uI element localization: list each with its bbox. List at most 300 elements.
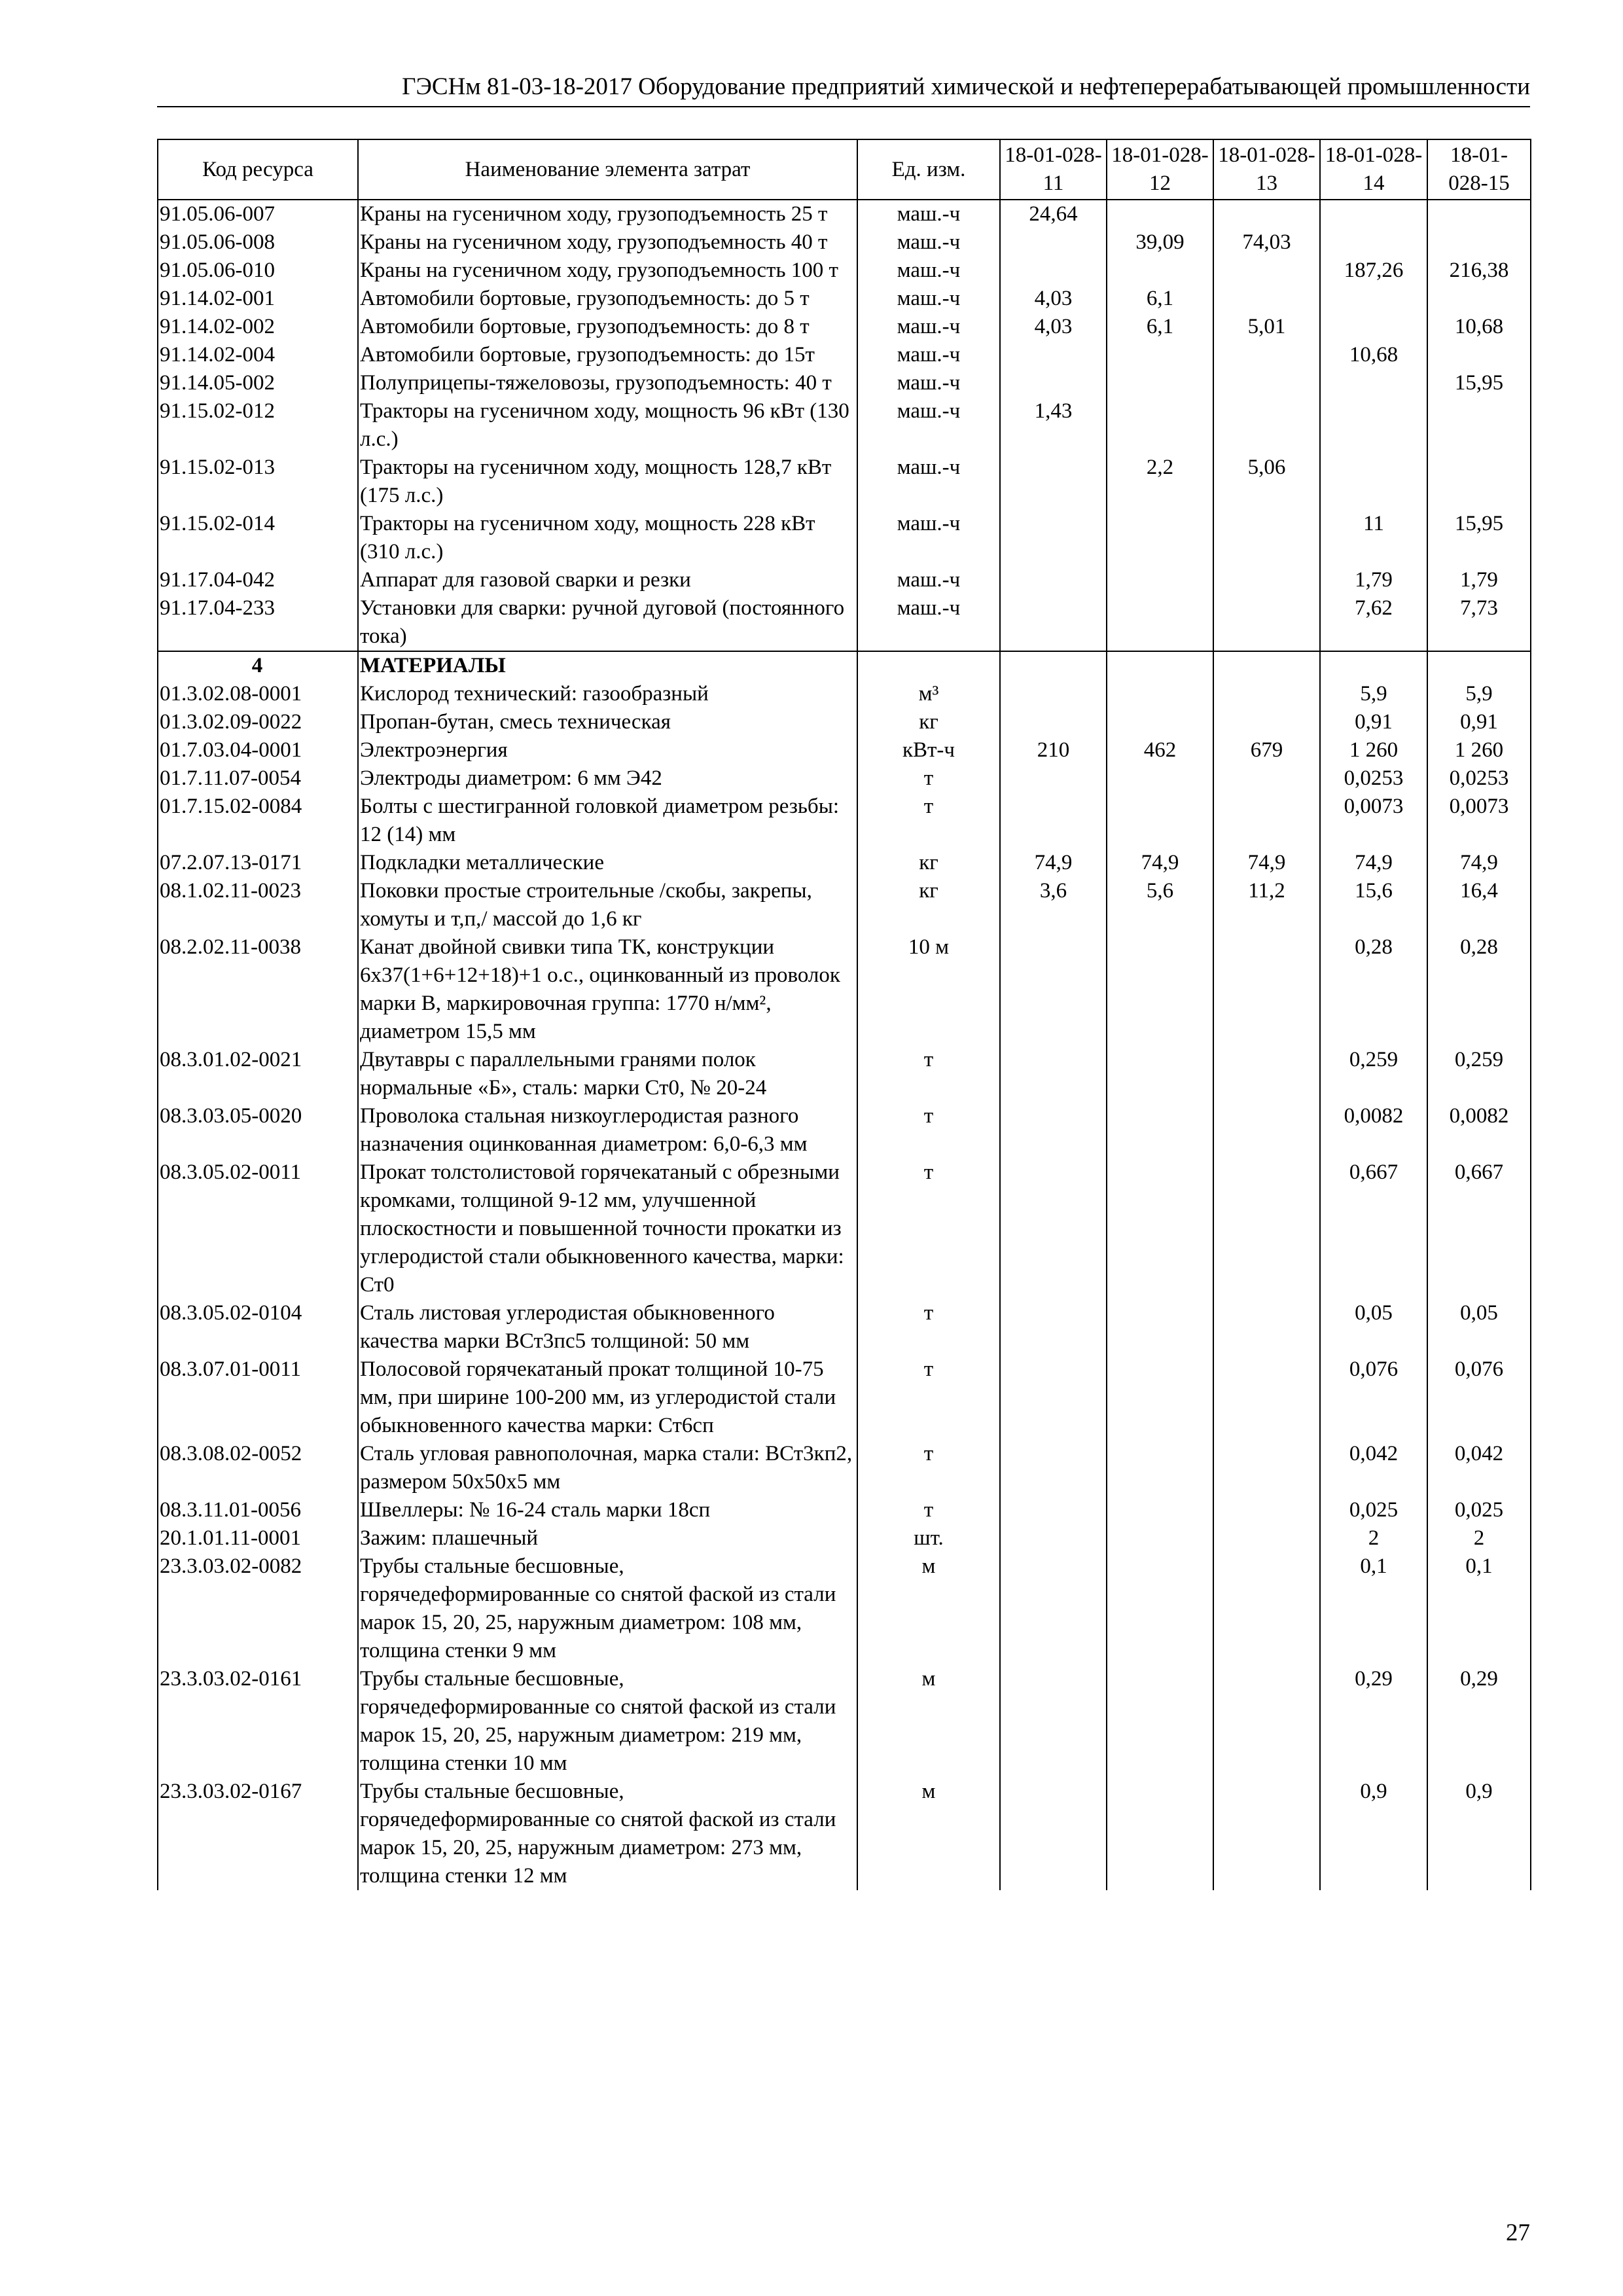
resource-code-cell: 08.3.11.01-0056	[158, 1496, 358, 1524]
unit-cell: маш.-ч	[857, 454, 1000, 510]
value-cell-18-01-028-15: 0,9	[1427, 1778, 1531, 1890]
unit-cell: т	[857, 764, 1000, 793]
table-row	[158, 257, 1531, 285]
resource-code-cell: 23.3.03.02-0161	[158, 1665, 358, 1778]
value-cell-18-01-028-14	[1320, 397, 1427, 454]
table-row	[158, 1524, 1531, 1552]
unit-cell: кг	[857, 849, 1000, 877]
table-row	[158, 1665, 1531, 1778]
value-cell-18-01-028-12	[1107, 1158, 1213, 1299]
column-header-18-01-028-15: 18-01-028-15	[1427, 139, 1531, 200]
value-cell-18-01-028-14	[1320, 285, 1427, 313]
value-cell-18-01-028-13	[1213, 341, 1320, 369]
value-cell-18-01-028-15: 2	[1427, 1524, 1531, 1552]
unit-cell: т	[857, 1046, 1000, 1102]
value-cell-18-01-028-15: 7,73	[1427, 594, 1531, 651]
resource-code-cell: 91.15.02-012	[158, 397, 358, 454]
value-cell-18-01-028-11: 4,03	[1000, 313, 1107, 341]
unit-cell: м³	[857, 680, 1000, 708]
value-cell-18-01-028-15: 0,0253	[1427, 764, 1531, 793]
value-cell-18-01-028-15: 16,4	[1427, 877, 1531, 933]
value-cell-18-01-028-15	[1427, 228, 1531, 257]
value-cell-18-01-028-12	[1107, 369, 1213, 397]
resource-code-cell: 23.3.03.02-0082	[158, 1552, 358, 1665]
value-cell-18-01-028-14: 74,9	[1320, 849, 1427, 877]
resource-code-cell: 91.15.02-013	[158, 454, 358, 510]
cost-element-name-cell: Краны на гусеничном ходу, грузоподъемность 25 т	[358, 200, 857, 228]
unit-cell: т	[857, 1440, 1000, 1496]
value-cell-18-01-028-12	[1107, 1440, 1213, 1496]
cost-element-name-cell: Трубы стальные бесшовные, горячедеформированные со снятой фаской из стали марок 15, 20, 25, наружным диаметром: 273 мм, толщина стенки 12 мм	[358, 1778, 857, 1890]
column-header-18-01-028-13: 18-01-028-13	[1213, 139, 1320, 200]
value-cell-18-01-028-11	[1000, 933, 1107, 1046]
value-cell-18-01-028-11: 3,6	[1000, 877, 1107, 933]
value-cell-18-01-028-13	[1213, 1552, 1320, 1665]
value-cell-18-01-028-12	[1107, 257, 1213, 285]
value-cell-18-01-028-15: 15,95	[1427, 369, 1531, 397]
value-cell-18-01-028-11	[1000, 566, 1107, 594]
resource-code-cell: 01.7.03.04-0001	[158, 736, 358, 764]
cost-element-name-cell: Подкладки металлические	[358, 849, 857, 877]
value-cell-18-01-028-11	[1000, 454, 1107, 510]
table-row	[158, 1299, 1531, 1355]
page-number: 27	[1506, 2219, 1530, 2246]
resource-code-cell: 91.05.06-008	[158, 228, 358, 257]
resource-code-cell: 91.17.04-042	[158, 566, 358, 594]
table-row	[158, 1102, 1531, 1158]
resource-code-cell: 91.14.02-001	[158, 285, 358, 313]
resource-code-cell: 91.15.02-014	[158, 510, 358, 566]
value-cell-18-01-028-15	[1427, 651, 1531, 680]
value-cell-18-01-028-15: 0,29	[1427, 1665, 1531, 1778]
value-cell-18-01-028-14: 0,667	[1320, 1158, 1427, 1299]
table-header-row	[158, 139, 1531, 200]
table-row	[158, 341, 1531, 369]
table-row	[158, 793, 1531, 849]
value-cell-18-01-028-12	[1107, 793, 1213, 849]
table-row	[158, 594, 1531, 651]
value-cell-18-01-028-11	[1000, 369, 1107, 397]
section-row	[158, 651, 1531, 680]
value-cell-18-01-028-13: 5,01	[1213, 313, 1320, 341]
value-cell-18-01-028-12	[1107, 1102, 1213, 1158]
cost-element-name-cell: Трубы стальные бесшовные, горячедеформированные со снятой фаской из стали марок 15, 20, 25, наружным диаметром: 108 мм, толщина стенки 9 мм	[358, 1552, 857, 1665]
value-cell-18-01-028-14: 11	[1320, 510, 1427, 566]
value-cell-18-01-028-14: 7,62	[1320, 594, 1427, 651]
cost-element-name-cell: Проволока стальная низкоуглеродистая разного назначения оцинкованная диаметром: 6,0-6,3 мм	[358, 1102, 857, 1158]
value-cell-18-01-028-14	[1320, 200, 1427, 228]
value-cell-18-01-028-15: 216,38	[1427, 257, 1531, 285]
value-cell-18-01-028-11	[1000, 1552, 1107, 1665]
resource-code-cell: 01.7.11.07-0054	[158, 764, 358, 793]
unit-cell	[857, 651, 1000, 680]
value-cell-18-01-028-14: 0,0253	[1320, 764, 1427, 793]
value-cell-18-01-028-15	[1427, 341, 1531, 369]
resource-code-cell: 08.3.08.02-0052	[158, 1440, 358, 1496]
value-cell-18-01-028-14: 0,0073	[1320, 793, 1427, 849]
column-header-18-01-028-14: 18-01-028-14	[1320, 139, 1427, 200]
value-cell-18-01-028-15: 0,28	[1427, 933, 1531, 1046]
cost-element-name-cell: Тракторы на гусеничном ходу, мощность 228 кВт (310 л.с.)	[358, 510, 857, 566]
unit-cell: кВт-ч	[857, 736, 1000, 764]
cost-element-name-cell: Поковки простые строительные /скобы, закрепы, хомуты и т,п,/ массой до 1,6 кг	[358, 877, 857, 933]
value-cell-18-01-028-13	[1213, 285, 1320, 313]
value-cell-18-01-028-11: 74,9	[1000, 849, 1107, 877]
value-cell-18-01-028-14: 0,025	[1320, 1496, 1427, 1524]
table-row	[158, 933, 1531, 1046]
value-cell-18-01-028-12	[1107, 1778, 1213, 1890]
value-cell-18-01-028-12: 74,9	[1107, 849, 1213, 877]
value-cell-18-01-028-12	[1107, 680, 1213, 708]
value-cell-18-01-028-15: 0,259	[1427, 1046, 1531, 1102]
table-row	[158, 1552, 1531, 1665]
cost-element-name-cell: Канат двойной свивки типа ТК, конструкции 6х37(1+6+12+18)+1 о.с., оцинкованный из проволок марки В, маркировочная группа: 1770 н/мм², диаметром 15,5 мм	[358, 933, 857, 1046]
cost-element-name-cell: Кислород технический: газообразный	[358, 680, 857, 708]
table-row	[158, 736, 1531, 764]
value-cell-18-01-028-12	[1107, 1496, 1213, 1524]
resource-code-cell: 08.3.01.02-0021	[158, 1046, 358, 1102]
resource-code-cell: 91.17.04-233	[158, 594, 358, 651]
value-cell-18-01-028-11: 1,43	[1000, 397, 1107, 454]
value-cell-18-01-028-11: 24,64	[1000, 200, 1107, 228]
unit-cell: маш.-ч	[857, 257, 1000, 285]
value-cell-18-01-028-12	[1107, 1524, 1213, 1552]
table-row	[158, 313, 1531, 341]
value-cell-18-01-028-13	[1213, 257, 1320, 285]
value-cell-18-01-028-12	[1107, 651, 1213, 680]
resource-code-cell: 07.2.07.13-0171	[158, 849, 358, 877]
resource-code-cell: 23.3.03.02-0167	[158, 1778, 358, 1890]
value-cell-18-01-028-14: 10,68	[1320, 341, 1427, 369]
value-cell-18-01-028-15: 0,667	[1427, 1158, 1531, 1299]
value-cell-18-01-028-12	[1107, 341, 1213, 369]
column-header-code: Код ресурса	[158, 139, 358, 200]
value-cell-18-01-028-11	[1000, 651, 1107, 680]
unit-cell: кг	[857, 877, 1000, 933]
unit-cell: т	[857, 793, 1000, 849]
resource-code-cell: 08.2.02.11-0038	[158, 933, 358, 1046]
column-header-18-01-028-11: 18-01-028-11	[1000, 139, 1107, 200]
unit-cell: маш.-ч	[857, 313, 1000, 341]
unit-cell: маш.-ч	[857, 566, 1000, 594]
value-cell-18-01-028-12	[1107, 1299, 1213, 1355]
value-cell-18-01-028-13	[1213, 1665, 1320, 1778]
unit-cell: т	[857, 1496, 1000, 1524]
resource-code-cell: 08.3.05.02-0104	[158, 1299, 358, 1355]
unit-cell: маш.-ч	[857, 341, 1000, 369]
resource-code-cell: 08.1.02.11-0023	[158, 877, 358, 933]
value-cell-18-01-028-11	[1000, 1299, 1107, 1355]
resource-code-cell: 01.3.02.09-0022	[158, 708, 358, 736]
value-cell-18-01-028-14: 1 260	[1320, 736, 1427, 764]
value-cell-18-01-028-14: 187,26	[1320, 257, 1427, 285]
value-cell-18-01-028-13	[1213, 1299, 1320, 1355]
value-cell-18-01-028-12: 6,1	[1107, 285, 1213, 313]
value-cell-18-01-028-14: 15,6	[1320, 877, 1427, 933]
value-cell-18-01-028-13	[1213, 651, 1320, 680]
value-cell-18-01-028-12	[1107, 933, 1213, 1046]
value-cell-18-01-028-15: 0,1	[1427, 1552, 1531, 1665]
table-row	[158, 877, 1531, 933]
value-cell-18-01-028-14: 1,79	[1320, 566, 1427, 594]
value-cell-18-01-028-14	[1320, 651, 1427, 680]
value-cell-18-01-028-11	[1000, 228, 1107, 257]
table-row	[158, 764, 1531, 793]
value-cell-18-01-028-13: 679	[1213, 736, 1320, 764]
column-header-18-01-028-12: 18-01-028-12	[1107, 139, 1213, 200]
value-cell-18-01-028-13: 11,2	[1213, 877, 1320, 933]
value-cell-18-01-028-15: 15,95	[1427, 510, 1531, 566]
table-row	[158, 566, 1531, 594]
table-row	[158, 1440, 1531, 1496]
value-cell-18-01-028-11	[1000, 1158, 1107, 1299]
table-row	[158, 1158, 1531, 1299]
value-cell-18-01-028-14: 0,1	[1320, 1552, 1427, 1665]
resource-code-cell: 08.3.07.01-0011	[158, 1355, 358, 1440]
cost-element-name-cell: Автомобили бортовые, грузоподъемность: до 8 т	[358, 313, 857, 341]
table-row	[158, 1046, 1531, 1102]
table-row	[158, 200, 1531, 228]
value-cell-18-01-028-12	[1107, 1355, 1213, 1440]
value-cell-18-01-028-13	[1213, 933, 1320, 1046]
value-cell-18-01-028-13	[1213, 708, 1320, 736]
value-cell-18-01-028-14: 2	[1320, 1524, 1427, 1552]
value-cell-18-01-028-12: 462	[1107, 736, 1213, 764]
unit-cell: шт.	[857, 1524, 1000, 1552]
table-row	[158, 454, 1531, 510]
value-cell-18-01-028-14: 0,076	[1320, 1355, 1427, 1440]
value-cell-18-01-028-14: 0,05	[1320, 1299, 1427, 1355]
value-cell-18-01-028-13	[1213, 200, 1320, 228]
cost-element-name-cell: Полуприцепы-тяжеловозы, грузоподъемность: 40 т	[358, 369, 857, 397]
value-cell-18-01-028-12: 39,09	[1107, 228, 1213, 257]
value-cell-18-01-028-15	[1427, 397, 1531, 454]
value-cell-18-01-028-12: 5,6	[1107, 877, 1213, 933]
cost-element-name-cell: Тракторы на гусеничном ходу, мощность 96 кВт (130 л.с.)	[358, 397, 857, 454]
unit-cell: кг	[857, 708, 1000, 736]
value-cell-18-01-028-11	[1000, 594, 1107, 651]
value-cell-18-01-028-11	[1000, 341, 1107, 369]
value-cell-18-01-028-13	[1213, 1046, 1320, 1102]
table-row	[158, 285, 1531, 313]
resource-code-cell: 91.05.06-007	[158, 200, 358, 228]
unit-cell: маш.-ч	[857, 369, 1000, 397]
unit-cell: т	[857, 1299, 1000, 1355]
value-cell-18-01-028-15: 5,9	[1427, 680, 1531, 708]
value-cell-18-01-028-13: 74,03	[1213, 228, 1320, 257]
cost-element-name-cell: Прокат толстолистовой горячекатаный с обрезными кромками, толщиной 9-12 мм, улучшенной плоскостности и повышенной точности прокатки из углеродистой стали обыкновенного качества, марки: Ст0	[358, 1158, 857, 1299]
value-cell-18-01-028-14	[1320, 313, 1427, 341]
unit-cell: маш.-ч	[857, 228, 1000, 257]
cost-element-name-cell: Тракторы на гусеничном ходу, мощность 128,7 кВт (175 л.с.)	[358, 454, 857, 510]
unit-cell: т	[857, 1102, 1000, 1158]
value-cell-18-01-028-13	[1213, 594, 1320, 651]
value-cell-18-01-028-13	[1213, 1158, 1320, 1299]
value-cell-18-01-028-12	[1107, 397, 1213, 454]
value-cell-18-01-028-11: 4,03	[1000, 285, 1107, 313]
unit-cell: маш.-ч	[857, 397, 1000, 454]
resource-code-cell: 91.14.02-004	[158, 341, 358, 369]
resource-code-cell: 01.7.15.02-0084	[158, 793, 358, 849]
value-cell-18-01-028-13: 5,06	[1213, 454, 1320, 510]
value-cell-18-01-028-15	[1427, 200, 1531, 228]
value-cell-18-01-028-13	[1213, 397, 1320, 454]
value-cell-18-01-028-11: 210	[1000, 736, 1107, 764]
cost-element-name-cell: МАТЕРИАЛЫ	[358, 651, 857, 680]
cost-element-name-cell: Трубы стальные бесшовные, горячедеформированные со снятой фаской из стали марок 15, 20, 25, наружным диаметром: 219 мм, толщина стенки 10 мм	[358, 1665, 857, 1778]
resource-code-cell: 91.05.06-010	[158, 257, 358, 285]
cost-element-name-cell: Сталь листовая углеродистая обыкновенного качества марки ВСт3пс5 толщиной: 50 мм	[358, 1299, 857, 1355]
unit-cell: м	[857, 1552, 1000, 1665]
cost-element-name-cell: Двутавры с параллельными гранями полок нормальные «Б», сталь: марки Ст0, № 20-24	[358, 1046, 857, 1102]
cost-element-name-cell: Пропан-бутан, смесь техническая	[358, 708, 857, 736]
resource-table	[157, 139, 1531, 1890]
table-row	[158, 369, 1531, 397]
value-cell-18-01-028-15: 0,0073	[1427, 793, 1531, 849]
value-cell-18-01-028-14: 5,9	[1320, 680, 1427, 708]
cost-element-name-cell: Краны на гусеничном ходу, грузоподъемность 40 т	[358, 228, 857, 257]
value-cell-18-01-028-14	[1320, 369, 1427, 397]
table-row	[158, 1496, 1531, 1524]
cost-element-name-cell: Болты с шестигранной головкой диаметром резьбы: 12 (14) мм	[358, 793, 857, 849]
resource-code-cell: 08.3.03.05-0020	[158, 1102, 358, 1158]
cost-element-name-cell: Краны на гусеничном ходу, грузоподъемность 100 т	[358, 257, 857, 285]
value-cell-18-01-028-11	[1000, 708, 1107, 736]
value-cell-18-01-028-13	[1213, 510, 1320, 566]
value-cell-18-01-028-11	[1000, 1496, 1107, 1524]
value-cell-18-01-028-11	[1000, 510, 1107, 566]
value-cell-18-01-028-11	[1000, 1524, 1107, 1552]
value-cell-18-01-028-15: 0,076	[1427, 1355, 1531, 1440]
value-cell-18-01-028-13	[1213, 680, 1320, 708]
value-cell-18-01-028-15: 0,91	[1427, 708, 1531, 736]
value-cell-18-01-028-15: 1,79	[1427, 566, 1531, 594]
value-cell-18-01-028-12	[1107, 200, 1213, 228]
value-cell-18-01-028-12: 6,1	[1107, 313, 1213, 341]
value-cell-18-01-028-12	[1107, 1046, 1213, 1102]
table-row	[158, 397, 1531, 454]
value-cell-18-01-028-11	[1000, 1102, 1107, 1158]
value-cell-18-01-028-14: 0,28	[1320, 933, 1427, 1046]
resource-code-cell: 01.3.02.08-0001	[158, 680, 358, 708]
table-row	[158, 680, 1531, 708]
value-cell-18-01-028-12	[1107, 764, 1213, 793]
cost-element-name-cell: Сталь угловая равнополочная, марка стали: ВСт3кп2, размером 50х50х5 мм	[358, 1440, 857, 1496]
value-cell-18-01-028-13	[1213, 764, 1320, 793]
resource-code-cell: 08.3.05.02-0011	[158, 1158, 358, 1299]
value-cell-18-01-028-14: 0,0082	[1320, 1102, 1427, 1158]
value-cell-18-01-028-14	[1320, 228, 1427, 257]
value-cell-18-01-028-11	[1000, 764, 1107, 793]
value-cell-18-01-028-13	[1213, 793, 1320, 849]
value-cell-18-01-028-15	[1427, 454, 1531, 510]
table-row	[158, 1355, 1531, 1440]
value-cell-18-01-028-11	[1000, 1665, 1107, 1778]
value-cell-18-01-028-15: 1 260	[1427, 736, 1531, 764]
table-row	[158, 510, 1531, 566]
cost-element-name-cell: Электроды диаметром: 6 мм Э42	[358, 764, 857, 793]
unit-cell: маш.-ч	[857, 200, 1000, 228]
value-cell-18-01-028-11	[1000, 1778, 1107, 1890]
value-cell-18-01-028-13: 74,9	[1213, 849, 1320, 877]
value-cell-18-01-028-14	[1320, 454, 1427, 510]
value-cell-18-01-028-12	[1107, 1665, 1213, 1778]
value-cell-18-01-028-11	[1000, 1046, 1107, 1102]
value-cell-18-01-028-14: 0,042	[1320, 1440, 1427, 1496]
value-cell-18-01-028-13	[1213, 1778, 1320, 1890]
cost-element-name-cell: Автомобили бортовые, грузоподъемность: до 15т	[358, 341, 857, 369]
value-cell-18-01-028-13	[1213, 1440, 1320, 1496]
resource-code-cell: 91.14.02-002	[158, 313, 358, 341]
value-cell-18-01-028-15: 0,0082	[1427, 1102, 1531, 1158]
value-cell-18-01-028-15	[1427, 285, 1531, 313]
unit-cell: маш.-ч	[857, 510, 1000, 566]
table-row	[158, 708, 1531, 736]
unit-cell: маш.-ч	[857, 285, 1000, 313]
resource-code-cell: 91.14.05-002	[158, 369, 358, 397]
value-cell-18-01-028-15: 10,68	[1427, 313, 1531, 341]
value-cell-18-01-028-11	[1000, 257, 1107, 285]
table-body	[158, 200, 1531, 1890]
value-cell-18-01-028-13	[1213, 566, 1320, 594]
unit-cell: 10 м	[857, 933, 1000, 1046]
cost-element-name-cell: Аппарат для газовой сварки и резки	[358, 566, 857, 594]
cost-element-name-cell: Швеллеры: № 16-24 сталь марки 18сп	[358, 1496, 857, 1524]
value-cell-18-01-028-14: 0,91	[1320, 708, 1427, 736]
unit-cell: т	[857, 1355, 1000, 1440]
value-cell-18-01-028-13	[1213, 1102, 1320, 1158]
unit-cell: маш.-ч	[857, 594, 1000, 651]
value-cell-18-01-028-14: 0,29	[1320, 1665, 1427, 1778]
value-cell-18-01-028-13	[1213, 1496, 1320, 1524]
table-row	[158, 849, 1531, 877]
value-cell-18-01-028-11	[1000, 1355, 1107, 1440]
cost-element-name-cell: Зажим: плашечный	[358, 1524, 857, 1552]
value-cell-18-01-028-12	[1107, 594, 1213, 651]
value-cell-18-01-028-15: 0,05	[1427, 1299, 1531, 1355]
value-cell-18-01-028-13	[1213, 369, 1320, 397]
value-cell-18-01-028-12	[1107, 510, 1213, 566]
cost-element-name-cell: Автомобили бортовые, грузоподъемность: до 5 т	[358, 285, 857, 313]
value-cell-18-01-028-15: 0,042	[1427, 1440, 1531, 1496]
unit-cell: т	[857, 1158, 1000, 1299]
value-cell-18-01-028-11	[1000, 680, 1107, 708]
value-cell-18-01-028-12	[1107, 1552, 1213, 1665]
table-row	[158, 228, 1531, 257]
value-cell-18-01-028-14: 0,9	[1320, 1778, 1427, 1890]
unit-cell: м	[857, 1778, 1000, 1890]
column-header-unit: Ед. изм.	[857, 139, 1000, 200]
resource-code-cell: 4	[158, 651, 358, 680]
column-header-name: Наименование элемента затрат	[358, 139, 857, 200]
cost-element-name-cell: Установки для сварки: ручной дуговой (постоянного тока)	[358, 594, 857, 651]
cost-element-name-cell: Полосовой горячекатаный прокат толщиной 10-75 мм, при ширине 100-200 мм, из углеродистой стали обыкновенного качества марки: Ст6сп	[358, 1355, 857, 1440]
value-cell-18-01-028-11	[1000, 1440, 1107, 1496]
value-cell-18-01-028-15: 74,9	[1427, 849, 1531, 877]
table-row	[158, 1778, 1531, 1890]
document-header: ГЭСНм 81-03-18-2017 Оборудование предприятий химической и нефтеперерабатывающей промышленности	[157, 71, 1530, 107]
unit-cell: м	[857, 1665, 1000, 1778]
cost-element-name-cell: Электроэнергия	[358, 736, 857, 764]
value-cell-18-01-028-13	[1213, 1355, 1320, 1440]
value-cell-18-01-028-12	[1107, 566, 1213, 594]
value-cell-18-01-028-15: 0,025	[1427, 1496, 1531, 1524]
resource-code-cell: 20.1.01.11-0001	[158, 1524, 358, 1552]
value-cell-18-01-028-12: 2,2	[1107, 454, 1213, 510]
value-cell-18-01-028-11	[1000, 793, 1107, 849]
value-cell-18-01-028-12	[1107, 708, 1213, 736]
value-cell-18-01-028-14: 0,259	[1320, 1046, 1427, 1102]
